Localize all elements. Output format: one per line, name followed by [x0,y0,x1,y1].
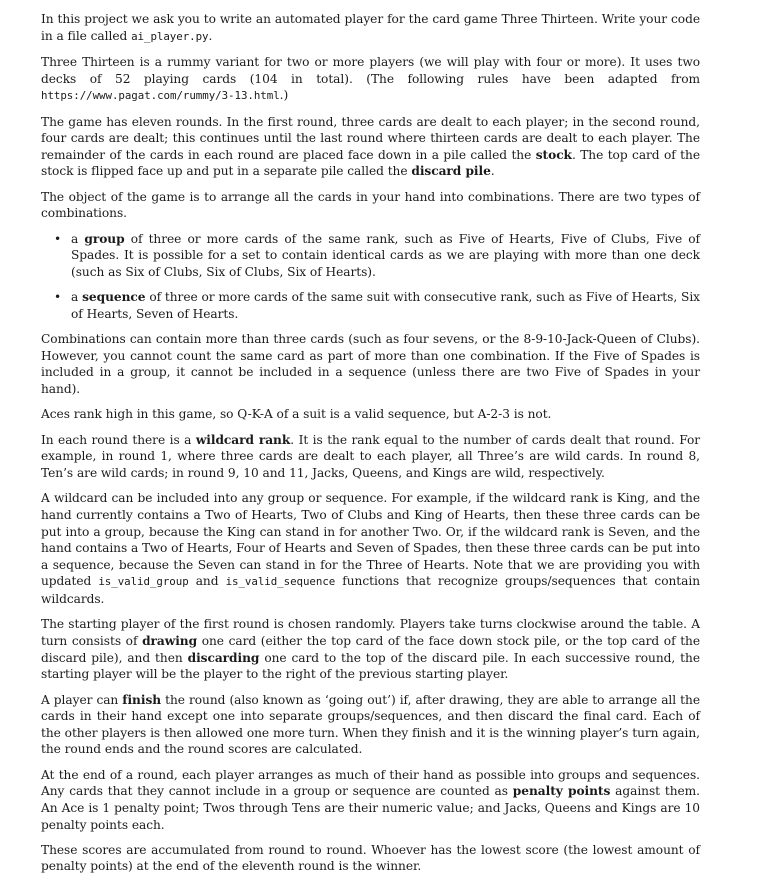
text: The starting player of the first round is chosen randomly. Players take turns clockwise around the table. A turn consists of [41,617,700,648]
text: . [490,164,495,179]
text: the round (also known as ‘going out’) if, after drawing, they are able to arrange all the cards in their hand except one into separate groups/sequences, and then discard the final card. Each of the other players is then allowed one more turn. When they finish and it is the winning player’s turn again, the round ends and the round scores are calculated. [41,692,700,757]
term-sequence: sequence [82,290,146,305]
list-item-group [71,231,700,281]
text: a [71,290,83,305]
function-is-valid-sequence: is_valid_sequence [225,575,336,589]
text: A wildcard can be included into any group or sequence. For example, if the wildcard rank is King, and the hand currently contains a Two of Hearts, Two of Clubs and King of Hearts, then these three cards can be put into a group, because the King can stand in for another Two. Or, if the wildcard rank is Seven, and the hand contains a Two of Hearts, Four of Hearts and Seven of Spades, then these three cards can be put into a sequence, because the Seven can stand in for the Three of Hearts. Note that we are providing you with updated [41,491,700,589]
finish-paragraph [41,692,700,758]
list-item-sequence [71,289,700,322]
term-discarding: discarding [187,650,260,665]
text: a [71,231,85,246]
text: of three or more cards of the same suit with consecutive rank, such as Five of Hearts, Six of Hearts, Seven of Hearts. [71,290,700,321]
term-penalty-points: penalty points [512,784,611,799]
term-stock: stock [535,147,572,162]
term-group: group [84,231,125,246]
wildcard-rank-paragraph [41,432,700,482]
text: At the end of a round, each player arranges as much of their hand as possible into groups and sequences. Any cards that they cannot include in a group or sequence are counted as [41,767,700,799]
rounds-paragraph [41,114,700,180]
text: The game has eleven rounds. In the first round, three cards are dealt to each player; in the second round, four cards are dealt; this continues until the last round where thirteen cards are dealt to each player. The remainder of the cards in each round are placed face down in a pile called the [41,114,700,162]
turns-paragraph [41,616,700,682]
filename-code: ai_player.py [131,29,209,43]
combination-list [41,231,700,323]
term-discard-pile: discard pile [411,164,491,179]
variant-paragraph [41,54,700,105]
aces-paragraph: Aces rank high in this game, so Q-K-A of a suit is a valid sequence, but A-2-3 is not. [41,407,552,422]
text: . It is the rank equal to the number of cards dealt that round. For example, in round 1, where three cards are dealt to each player, all Three’s are wild cards. In round 8, Ten’s are wild cards; in round 9, 10 and 11, Jacks, Queens, and Kings are wild, respectively. [41,432,701,481]
text: .) [279,88,289,103]
intro-paragraph [41,11,700,45]
objective-paragraph: The object of the game is to arrange all the cards in your hand into combinations. There are two types of combinations. [41,189,700,221]
text: of three or more cards of the same rank, such as Five of Hearts, Five of Clubs, Five of Spades. It is possible for a set to contain identical cards as we are playing with more than one deck (such as Six of Clubs, Six of Clubs, Six of Hearts). [71,231,700,279]
text: against them. An Ace is 1 penalty point; Twos through Tens are their numeric value; and Jacks, Queens and Kings are 10 penalty points each. [41,784,700,832]
term-wildcard-rank: wildcard rank [195,432,291,447]
winner-paragraph: These scores are accumulated from round to round. Whoever has the lowest score (the lowest amount of penalty points) at the end of the eleventh round is the winner. [41,842,700,874]
text: functions that recognize groups/sequences that contain wildcards. [41,574,700,606]
source-url: https://www.pagat.com/rummy/3-13.html [41,89,280,103]
combinations-paragraph: Combinations can contain more than three cards (such as four sevens, or the 8-9-10-Jack-Queen of Clubs). However, you cannot count the same card as part of more than one combination. If the Five of Spades is included in a group, it cannot be included in a sequence (unless there are two Five of Spades in your hand). [41,332,700,397]
text: In each round there is a [41,432,196,447]
function-is-valid-group: is_valid_group [98,575,189,589]
text: and [188,574,226,589]
text: one card (either the top card of the face down stock pile, or the top card of the discard pile), and then [41,633,701,665]
text: . [208,28,213,43]
text: In this project we ask you to write an automated player for the card game Three Thirteen. Write your code in a file called [41,12,700,43]
text: Three Thirteen is a rummy variant for two or more players (we will play with four or more). It uses two decks of 52 playing cards (104 in total). (The following rules have been adapted from [41,54,700,86]
text: one card to the top of the discard pile. In each successive round, the starting player will be the player to the right of the previous starting player. [41,650,700,682]
text: . The top card of the stock is flipped face up and put in a separate pile called the [41,147,700,179]
text: A player can [41,692,123,707]
term-finish: finish [122,692,162,707]
wildcard-example-paragraph [41,490,700,607]
term-drawing: drawing [142,633,198,648]
scoring-paragraph [41,767,700,833]
